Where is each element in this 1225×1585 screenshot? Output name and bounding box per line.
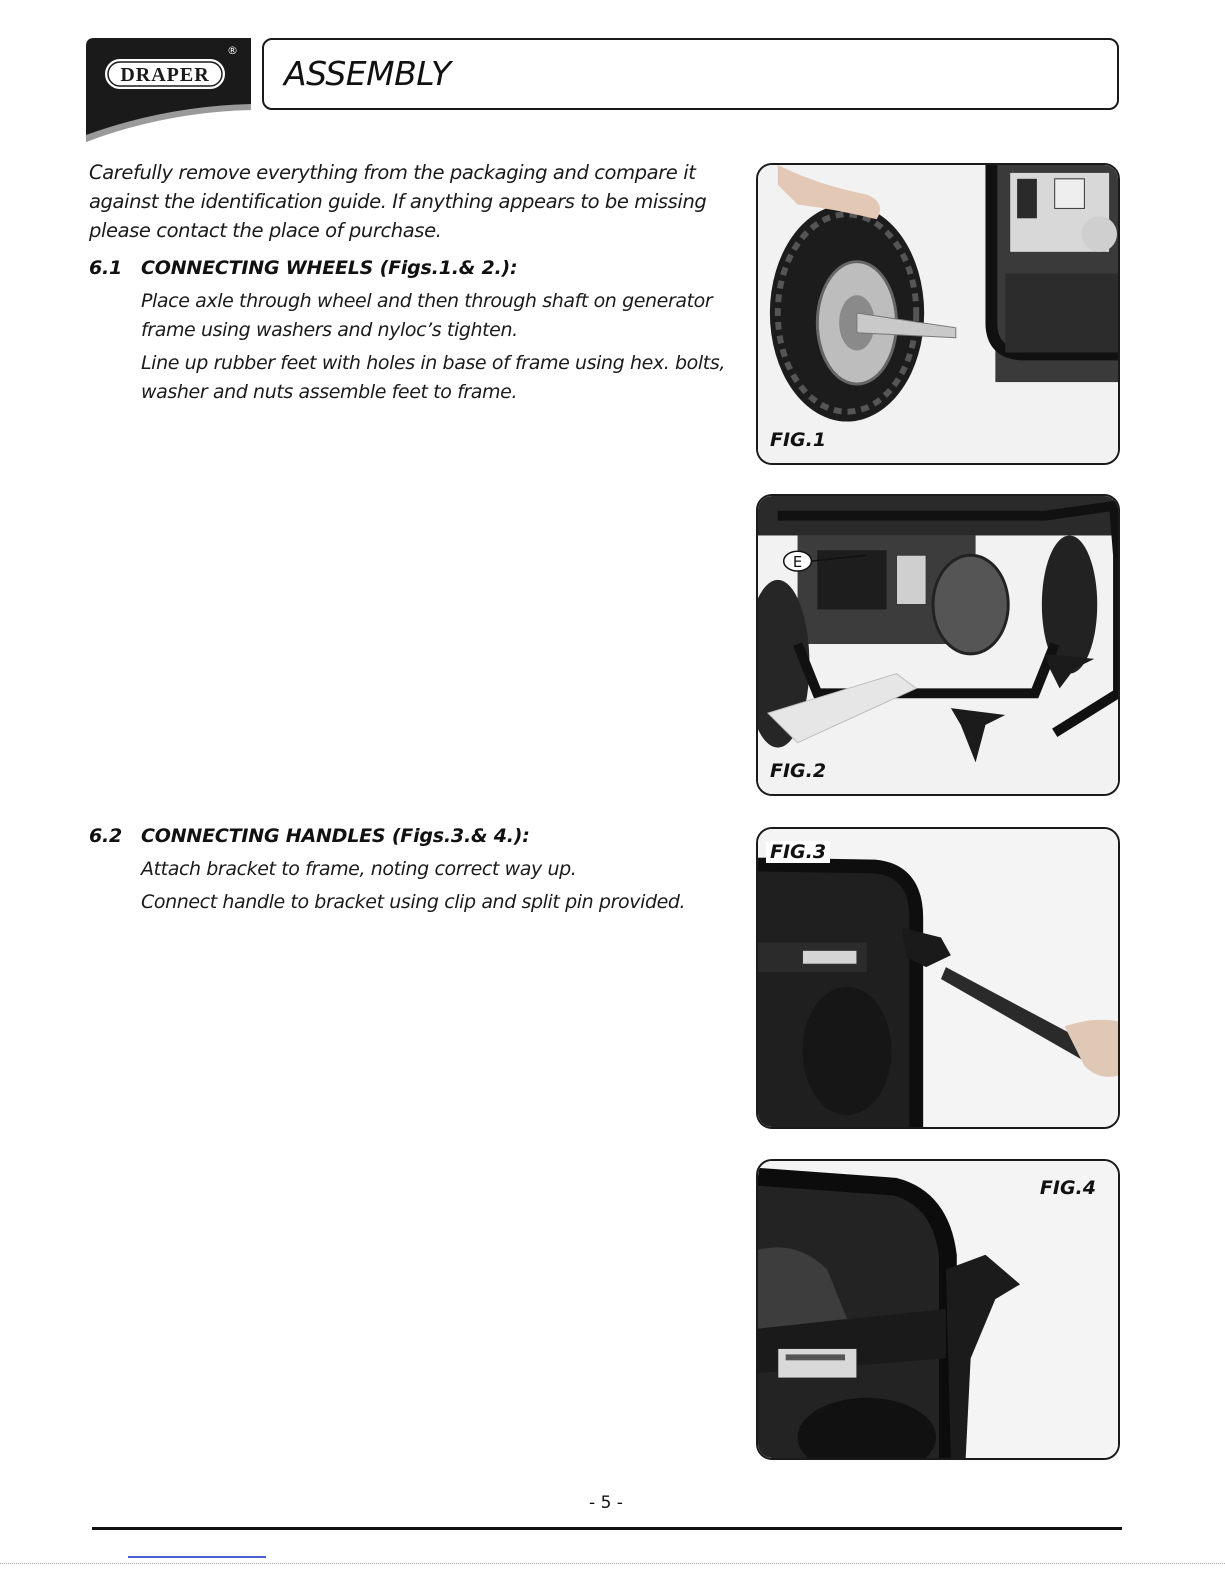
figure-4 xyxy=(756,1159,1120,1460)
section-heading-text: CONNECTING HANDLES (Figs.3.& 4.): xyxy=(141,825,530,847)
section-paragraph: Connect handle to bracket using clip and split pin provided. xyxy=(141,891,686,913)
intro-paragraph: Carefully remove everything from the packaging and compare it against the identification guide. If anything appears to be missing please contact the place of purchase. xyxy=(89,161,707,242)
footer-rule xyxy=(92,1527,1122,1530)
figure-label: FIG.2 xyxy=(770,760,827,782)
page-title: ASSEMBLY xyxy=(284,54,451,93)
brand-name: DRAPER xyxy=(120,64,210,86)
section-paragraph: Place axle through wheel and then through shaft on generator frame using washers and nyloc’s tighten. xyxy=(141,290,713,341)
brand-logo xyxy=(86,38,251,142)
registered-mark: ® xyxy=(227,44,238,57)
section-number: 6.1 xyxy=(89,257,123,279)
draper-logo-icon xyxy=(86,38,251,142)
section-number: 6.2 xyxy=(89,825,123,847)
figure-label: FIG.3 xyxy=(766,841,830,863)
figure-label: FIG.1 xyxy=(770,429,827,451)
handle-bracket-photo-icon xyxy=(758,829,1118,1127)
rubber-feet-photo-icon xyxy=(758,496,1118,794)
page-number: - 5 - xyxy=(589,1493,623,1513)
section-paragraph: Line up rubber feet with holes in base of frame using hex. bolts, washer and nuts assemble feet to frame. xyxy=(141,352,725,403)
figure-1 xyxy=(756,163,1120,465)
section-heading-text: CONNECTING WHEELS (Figs.1.& 2.): xyxy=(141,257,518,279)
callout-label: E xyxy=(792,554,803,572)
figure-2 xyxy=(756,494,1120,796)
figure-label: FIG.4 xyxy=(1039,1177,1096,1199)
figure-3 xyxy=(756,827,1120,1129)
section-heading xyxy=(89,254,729,283)
section-connecting-wheels xyxy=(89,254,729,407)
section-connecting-handles xyxy=(89,822,729,917)
handle-clip-photo-icon xyxy=(758,1161,1118,1458)
wheel-axle-photo-icon xyxy=(758,165,1118,463)
page-edge-dotted-line xyxy=(0,1563,1225,1564)
section-heading xyxy=(89,822,729,851)
section-title-box xyxy=(262,38,1119,110)
page-edge-link-marker xyxy=(128,1556,266,1558)
section-paragraph: Attach bracket to frame, noting correct way up. xyxy=(141,858,577,880)
